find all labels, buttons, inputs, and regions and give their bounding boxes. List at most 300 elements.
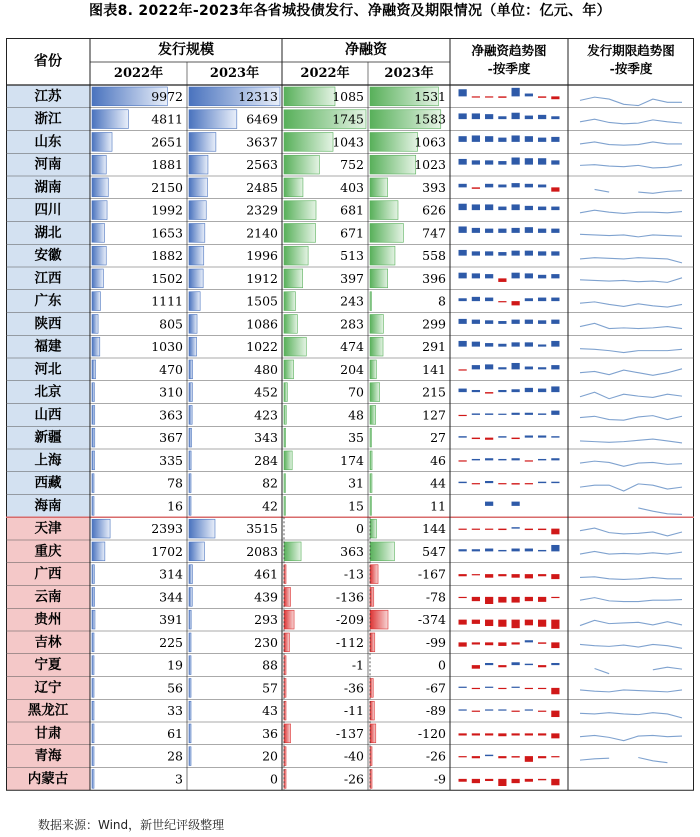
issuance-value: 82 xyxy=(262,475,278,491)
net-trend-bar xyxy=(512,135,520,141)
issuance-value: 9972 xyxy=(151,88,183,104)
province-name: 重庆 xyxy=(34,543,62,560)
issuance-value: 1653 xyxy=(151,225,183,241)
province-name: 湖北 xyxy=(34,224,62,241)
term-trend-line xyxy=(580,165,682,168)
net-trend-bar xyxy=(512,483,520,484)
issuance-value: 367 xyxy=(159,430,183,446)
issuance-value: 1086 xyxy=(246,316,278,332)
term-trend-line xyxy=(580,234,682,237)
term-trend-line xyxy=(580,258,682,263)
term-trend-line xyxy=(580,97,682,105)
net-financing-bar xyxy=(370,337,383,356)
net-financing-bar xyxy=(370,679,373,698)
issuance-value: 1502 xyxy=(151,270,183,286)
province-name: 辽宁 xyxy=(34,679,62,696)
net-financing-value: 474 xyxy=(340,339,364,355)
issuance-bar xyxy=(92,178,108,197)
net-trend-bar xyxy=(472,413,480,414)
net-trend-bar xyxy=(538,435,546,437)
province-name: 上海 xyxy=(34,452,62,469)
net-trend-bar xyxy=(498,367,506,369)
net-trend-bar xyxy=(498,529,506,530)
net-trend-bar xyxy=(512,389,520,392)
issuance-bar xyxy=(189,178,207,197)
net-financing-value: 127 xyxy=(422,407,446,423)
issuance-value: 36 xyxy=(262,725,278,741)
net-trend-bar xyxy=(525,597,533,601)
issuance-value: 461 xyxy=(254,566,278,582)
net-financing-bar xyxy=(284,542,301,561)
net-trend-bar xyxy=(551,756,559,757)
net-trend-bar xyxy=(525,227,533,233)
net-financing-bar xyxy=(370,565,378,584)
net-trend-bar xyxy=(485,136,493,142)
issuance-bar xyxy=(189,337,197,356)
net-trend-bar xyxy=(485,438,493,440)
province-name: 陕西 xyxy=(34,315,62,332)
net-financing-value: -26 xyxy=(343,771,364,787)
net-trend-bar xyxy=(512,251,520,256)
net-financing-value: -99 xyxy=(425,634,446,650)
net-financing-value: 747 xyxy=(422,225,446,241)
net-financing-value: 215 xyxy=(422,384,446,400)
net-trend-bar xyxy=(512,711,520,712)
net-trend-bar xyxy=(512,733,520,735)
net-trend-bar xyxy=(485,184,493,188)
net-trend-bar xyxy=(459,184,467,188)
net-financing-value: -374 xyxy=(417,612,446,628)
net-financing-bar xyxy=(284,315,297,334)
net-trend-bar xyxy=(551,137,559,142)
issuance-value: 805 xyxy=(159,316,183,332)
net-trend-bar xyxy=(538,298,546,302)
issuance-bar xyxy=(92,542,105,561)
issuance-bar xyxy=(189,292,200,311)
net-trend-bar xyxy=(498,620,506,627)
term-trend-line xyxy=(580,690,682,692)
net-trend-bar xyxy=(538,320,546,324)
issuance-value: 423 xyxy=(254,407,278,423)
net-financing-value: -67 xyxy=(425,680,446,696)
net-trend-bar xyxy=(459,574,467,576)
net-trend-bar xyxy=(459,89,467,96)
net-trend-bar xyxy=(512,273,520,279)
net-trend-bar xyxy=(551,411,559,415)
net-trend-bar xyxy=(512,549,520,552)
net-trend-bar xyxy=(472,228,480,233)
net-financing-value: 397 xyxy=(340,270,364,286)
term-trend-line xyxy=(580,278,682,283)
issuance-bar xyxy=(189,679,191,698)
net-financing-value: 403 xyxy=(340,179,364,195)
net-trend-bar xyxy=(512,320,520,324)
issuance-value: 3637 xyxy=(246,134,278,150)
issuance-bar xyxy=(189,565,192,584)
issuance-value: 3 xyxy=(175,771,183,787)
net-financing-bar xyxy=(284,633,289,652)
net-trend-bar xyxy=(512,574,520,578)
net-trend-bar xyxy=(538,275,546,279)
net-financing-value: 1745 xyxy=(332,111,364,127)
net-financing-value: 141 xyxy=(422,361,446,377)
net-trend-bar xyxy=(512,342,520,346)
issuance-value: 2651 xyxy=(151,134,183,150)
net-trend-bar xyxy=(498,390,506,392)
net-trend-bar xyxy=(512,113,520,119)
figure-title: 图表8. 2022年-2023年各省城投债发行、净融资及期限情况（单位：亿元、年） xyxy=(89,3,611,19)
term-trend-line xyxy=(580,210,682,213)
term-trend-line xyxy=(580,551,682,554)
issuance-value: 314 xyxy=(159,566,183,582)
net-trend-bar xyxy=(472,365,480,369)
net-trend-bar xyxy=(525,273,533,278)
province-name: 宁夏 xyxy=(34,657,62,674)
source-note: 数据来源：Wind，新世纪评级整理 xyxy=(38,818,225,832)
net-trend-bar xyxy=(485,574,493,578)
net-financing-value: 70 xyxy=(348,384,364,400)
net-trend-bar xyxy=(525,158,533,164)
net-financing-bar xyxy=(370,178,388,197)
net-trend-bar xyxy=(472,273,480,278)
issuance-bar xyxy=(92,269,103,288)
issuance-value: 1505 xyxy=(246,293,278,309)
province-bond-table xyxy=(6,38,694,799)
net-financing-value: -167 xyxy=(417,566,446,582)
issuance-bar xyxy=(189,747,191,766)
issuance-bar xyxy=(92,770,94,789)
net-trend-bar xyxy=(498,550,506,551)
term-trend-line xyxy=(580,620,682,625)
net-trend-bar xyxy=(498,574,506,576)
issuance-value: 470 xyxy=(159,361,183,377)
province-name: 吉林 xyxy=(34,634,62,651)
net-trend-bar xyxy=(512,204,520,210)
issuance-bar xyxy=(92,701,94,720)
net-trend-bar xyxy=(551,545,559,551)
net-trend-bar xyxy=(538,529,546,530)
term-trend-line xyxy=(595,189,610,192)
issuance-bar xyxy=(189,360,193,379)
net-trend-bar xyxy=(485,642,493,645)
net-financing-bar xyxy=(284,474,286,493)
issuance-bar xyxy=(189,451,191,470)
net-financing-value: 547 xyxy=(422,543,446,559)
net-trend-bar xyxy=(512,502,520,506)
net-trend-bar xyxy=(525,620,533,626)
net-trend-bar xyxy=(551,207,559,211)
net-financing-bar xyxy=(370,724,376,743)
header-net-financing: 净融资 xyxy=(345,42,387,58)
net-financing-value: -11 xyxy=(343,703,364,719)
issuance-bar xyxy=(189,497,191,516)
net-trend-bar xyxy=(498,185,506,188)
term-trend-line xyxy=(580,439,682,443)
net-financing-value: -89 xyxy=(425,703,446,719)
term-trend-line xyxy=(580,528,682,536)
net-trend-bar xyxy=(512,301,520,305)
net-trend-bar xyxy=(538,96,546,97)
net-trend-bar xyxy=(538,642,546,643)
net-trend-bar xyxy=(472,459,480,460)
net-trend-bar xyxy=(485,413,493,414)
issuance-bar xyxy=(92,565,94,584)
net-financing-value: 1085 xyxy=(332,88,364,104)
net-financing-value: -137 xyxy=(335,725,364,741)
net-financing-value: 299 xyxy=(422,316,446,332)
issuance-value: 1111 xyxy=(151,293,183,309)
net-financing-bar xyxy=(370,201,398,220)
net-financing-value: 1583 xyxy=(414,111,446,127)
issuance-bar xyxy=(189,201,206,220)
issuance-bar xyxy=(92,110,128,129)
net-trend-bar xyxy=(498,138,506,142)
net-trend-bar xyxy=(538,115,546,119)
net-trend-bar xyxy=(538,779,546,780)
net-trend-bar xyxy=(525,733,533,735)
net-trend-bar xyxy=(459,389,467,393)
net-trend-bar xyxy=(525,483,533,484)
table-svg xyxy=(6,38,694,799)
issuance-value: 1996 xyxy=(246,248,278,264)
net-financing-value: 396 xyxy=(422,270,446,286)
issuance-bar xyxy=(92,747,94,766)
issuance-value: 42 xyxy=(262,498,278,514)
header-year: 2022年 xyxy=(113,66,164,81)
net-trend-bar xyxy=(551,711,559,717)
net-trend-bar xyxy=(485,96,493,97)
net-trend-bar xyxy=(459,687,467,688)
province-name: 广东 xyxy=(34,293,62,310)
net-trend-bar xyxy=(459,226,467,232)
net-trend-bar xyxy=(498,161,506,165)
issuance-value: 88 xyxy=(262,657,278,673)
issuance-bar xyxy=(189,588,192,607)
net-trend-bar xyxy=(472,549,480,551)
province-name: 海南 xyxy=(34,497,62,514)
issuance-bar xyxy=(189,315,197,334)
net-trend-bar xyxy=(459,298,467,301)
net-trend-bar xyxy=(498,301,506,302)
net-trend-bar xyxy=(485,481,493,483)
net-trend-bar xyxy=(551,529,559,535)
net-trend-bar xyxy=(498,344,506,347)
net-trend-bar xyxy=(498,436,506,437)
net-trend-bar xyxy=(525,756,533,762)
net-financing-bar xyxy=(284,292,295,311)
net-trend-bar xyxy=(498,642,506,646)
net-trend-bar xyxy=(472,320,480,324)
issuance-value: 284 xyxy=(254,452,278,468)
issuance-bar xyxy=(189,428,192,447)
issuance-value: 6469 xyxy=(246,111,278,127)
net-trend-bar xyxy=(472,779,480,783)
header-term-trend: 发行期限趋势图-按季度 xyxy=(587,43,675,76)
net-trend-bar xyxy=(459,779,467,782)
net-financing-bar xyxy=(370,633,375,652)
net-trend-bar xyxy=(525,435,533,437)
term-trend-line xyxy=(638,508,682,515)
net-financing-value: 15 xyxy=(348,498,364,514)
net-financing-value: 626 xyxy=(422,202,446,218)
net-trend-bar xyxy=(525,779,533,782)
net-trend-bar xyxy=(498,756,506,758)
net-financing-bar xyxy=(284,133,333,152)
net-trend-bar xyxy=(538,251,546,255)
term-trend-line xyxy=(653,667,682,670)
net-financing-value: 1023 xyxy=(414,157,446,173)
issuance-value: 56 xyxy=(167,680,183,696)
issuance-bar xyxy=(92,724,94,743)
net-trend-bar xyxy=(485,755,493,756)
net-financing-bar xyxy=(284,451,292,470)
term-trend-line xyxy=(580,713,682,718)
net-trend-bar xyxy=(485,733,493,735)
net-trend-bar xyxy=(525,574,533,578)
net-trend-bar xyxy=(498,96,506,97)
issuance-value: 2083 xyxy=(246,543,278,559)
net-trend-bar xyxy=(472,756,480,758)
net-financing-value: 243 xyxy=(340,293,364,309)
net-trend-bar xyxy=(551,187,559,191)
issuance-value: 2563 xyxy=(246,157,278,173)
issuance-bar xyxy=(92,610,95,629)
net-financing-value: 46 xyxy=(430,452,446,468)
net-trend-bar xyxy=(472,711,480,712)
net-trend-bar xyxy=(525,206,533,210)
net-trend-bar xyxy=(472,438,480,439)
issuance-value: 2485 xyxy=(246,179,278,195)
net-trend-bar xyxy=(485,343,493,347)
net-trend-bar xyxy=(525,320,533,324)
issuance-bar xyxy=(92,337,100,356)
issuance-bar xyxy=(92,679,94,698)
issuance-value: 439 xyxy=(254,589,278,605)
term-trend-line xyxy=(580,349,682,353)
net-trend-bar xyxy=(485,620,493,626)
issuance-value: 2393 xyxy=(151,521,183,537)
province-name: 新疆 xyxy=(34,429,62,446)
net-financing-bar xyxy=(370,133,418,152)
province-name: 内蒙古 xyxy=(27,770,69,787)
net-trend-bar xyxy=(498,665,506,667)
net-trend-bar xyxy=(551,458,559,460)
net-trend-bar xyxy=(538,185,546,188)
issuance-value: 225 xyxy=(159,634,183,650)
net-trend-bar xyxy=(512,527,520,528)
header-province: 省份 xyxy=(34,53,62,70)
net-trend-bar xyxy=(472,642,480,644)
net-financing-bar xyxy=(370,701,374,720)
net-trend-bar xyxy=(498,229,506,233)
net-trend-bar xyxy=(472,96,480,97)
net-trend-bar xyxy=(472,597,480,601)
issuance-value: 2150 xyxy=(151,179,183,195)
province-name: 黑龙江 xyxy=(27,702,69,719)
net-financing-value: 1063 xyxy=(414,134,446,150)
issuance-value: 230 xyxy=(254,634,278,650)
net-trend-bar xyxy=(459,273,467,279)
net-trend-bar xyxy=(498,597,506,603)
issuance-value: 57 xyxy=(262,680,278,696)
issuance-value: 310 xyxy=(159,384,183,400)
issuance-value: 1702 xyxy=(151,543,183,559)
issuance-bar xyxy=(189,383,192,402)
province-name: 福建 xyxy=(34,338,62,355)
issuance-value: 1992 xyxy=(151,202,183,218)
net-trend-bar xyxy=(459,341,467,347)
net-trend-bar xyxy=(538,620,546,627)
net-financing-bar xyxy=(370,315,383,334)
net-financing-value: 11 xyxy=(430,498,446,514)
issuance-bar xyxy=(92,633,94,652)
net-trend-bar xyxy=(459,733,467,735)
net-trend-bar xyxy=(538,459,546,460)
issuance-bar xyxy=(92,201,107,220)
net-trend-bar xyxy=(551,160,559,164)
net-financing-value: 8 xyxy=(438,293,446,309)
province-name: 湖南 xyxy=(34,179,62,196)
net-trend-bar xyxy=(459,159,467,165)
issuance-bar xyxy=(92,315,98,334)
issuance-value: 391 xyxy=(159,612,183,628)
net-trend-bar xyxy=(459,204,467,210)
issuance-value: 1030 xyxy=(151,339,183,355)
net-trend-bar xyxy=(512,363,520,369)
net-trend-bar xyxy=(459,113,467,119)
net-trend-bar xyxy=(512,438,520,439)
net-trend-bar xyxy=(538,550,546,551)
term-trend-line xyxy=(638,191,682,194)
net-trend-bar xyxy=(551,298,559,302)
net-trend-bar xyxy=(538,711,546,712)
net-trend-bar xyxy=(498,709,506,710)
term-trend-line xyxy=(595,668,610,673)
net-trend-bar xyxy=(459,460,467,461)
net-financing-value: 144 xyxy=(422,521,446,537)
net-financing-value: -13 xyxy=(343,566,364,582)
net-trend-bar xyxy=(485,229,493,233)
net-financing-value: 48 xyxy=(348,407,364,423)
net-trend-bar xyxy=(551,365,559,369)
net-trend-bar xyxy=(472,620,480,624)
net-financing-bar xyxy=(284,201,316,220)
net-financing-value: 681 xyxy=(340,202,364,218)
issuance-value: 20 xyxy=(262,748,278,764)
net-trend-bar xyxy=(525,298,533,301)
issuance-bar xyxy=(92,224,104,243)
net-trend-bar xyxy=(459,642,467,646)
net-trend-bar xyxy=(498,459,506,460)
province-name: 河北 xyxy=(34,361,62,378)
net-trend-bar xyxy=(525,251,533,256)
issuance-bar xyxy=(92,428,95,447)
issuance-bar xyxy=(189,110,237,129)
province-name: 江西 xyxy=(34,270,62,287)
net-trend-bar xyxy=(472,688,480,689)
issuance-value: 335 xyxy=(159,452,183,468)
net-financing-value: 671 xyxy=(340,225,364,241)
net-trend-bar xyxy=(512,779,520,783)
net-trend-bar xyxy=(459,136,467,142)
issuance-value: 16 xyxy=(167,498,183,514)
net-financing-value: 291 xyxy=(422,339,446,355)
net-financing-bar xyxy=(284,383,287,402)
issuance-bar xyxy=(92,497,94,516)
issuance-bar xyxy=(189,406,192,425)
issuance-value: 4811 xyxy=(151,111,183,127)
issuance-value: 1912 xyxy=(246,270,278,286)
